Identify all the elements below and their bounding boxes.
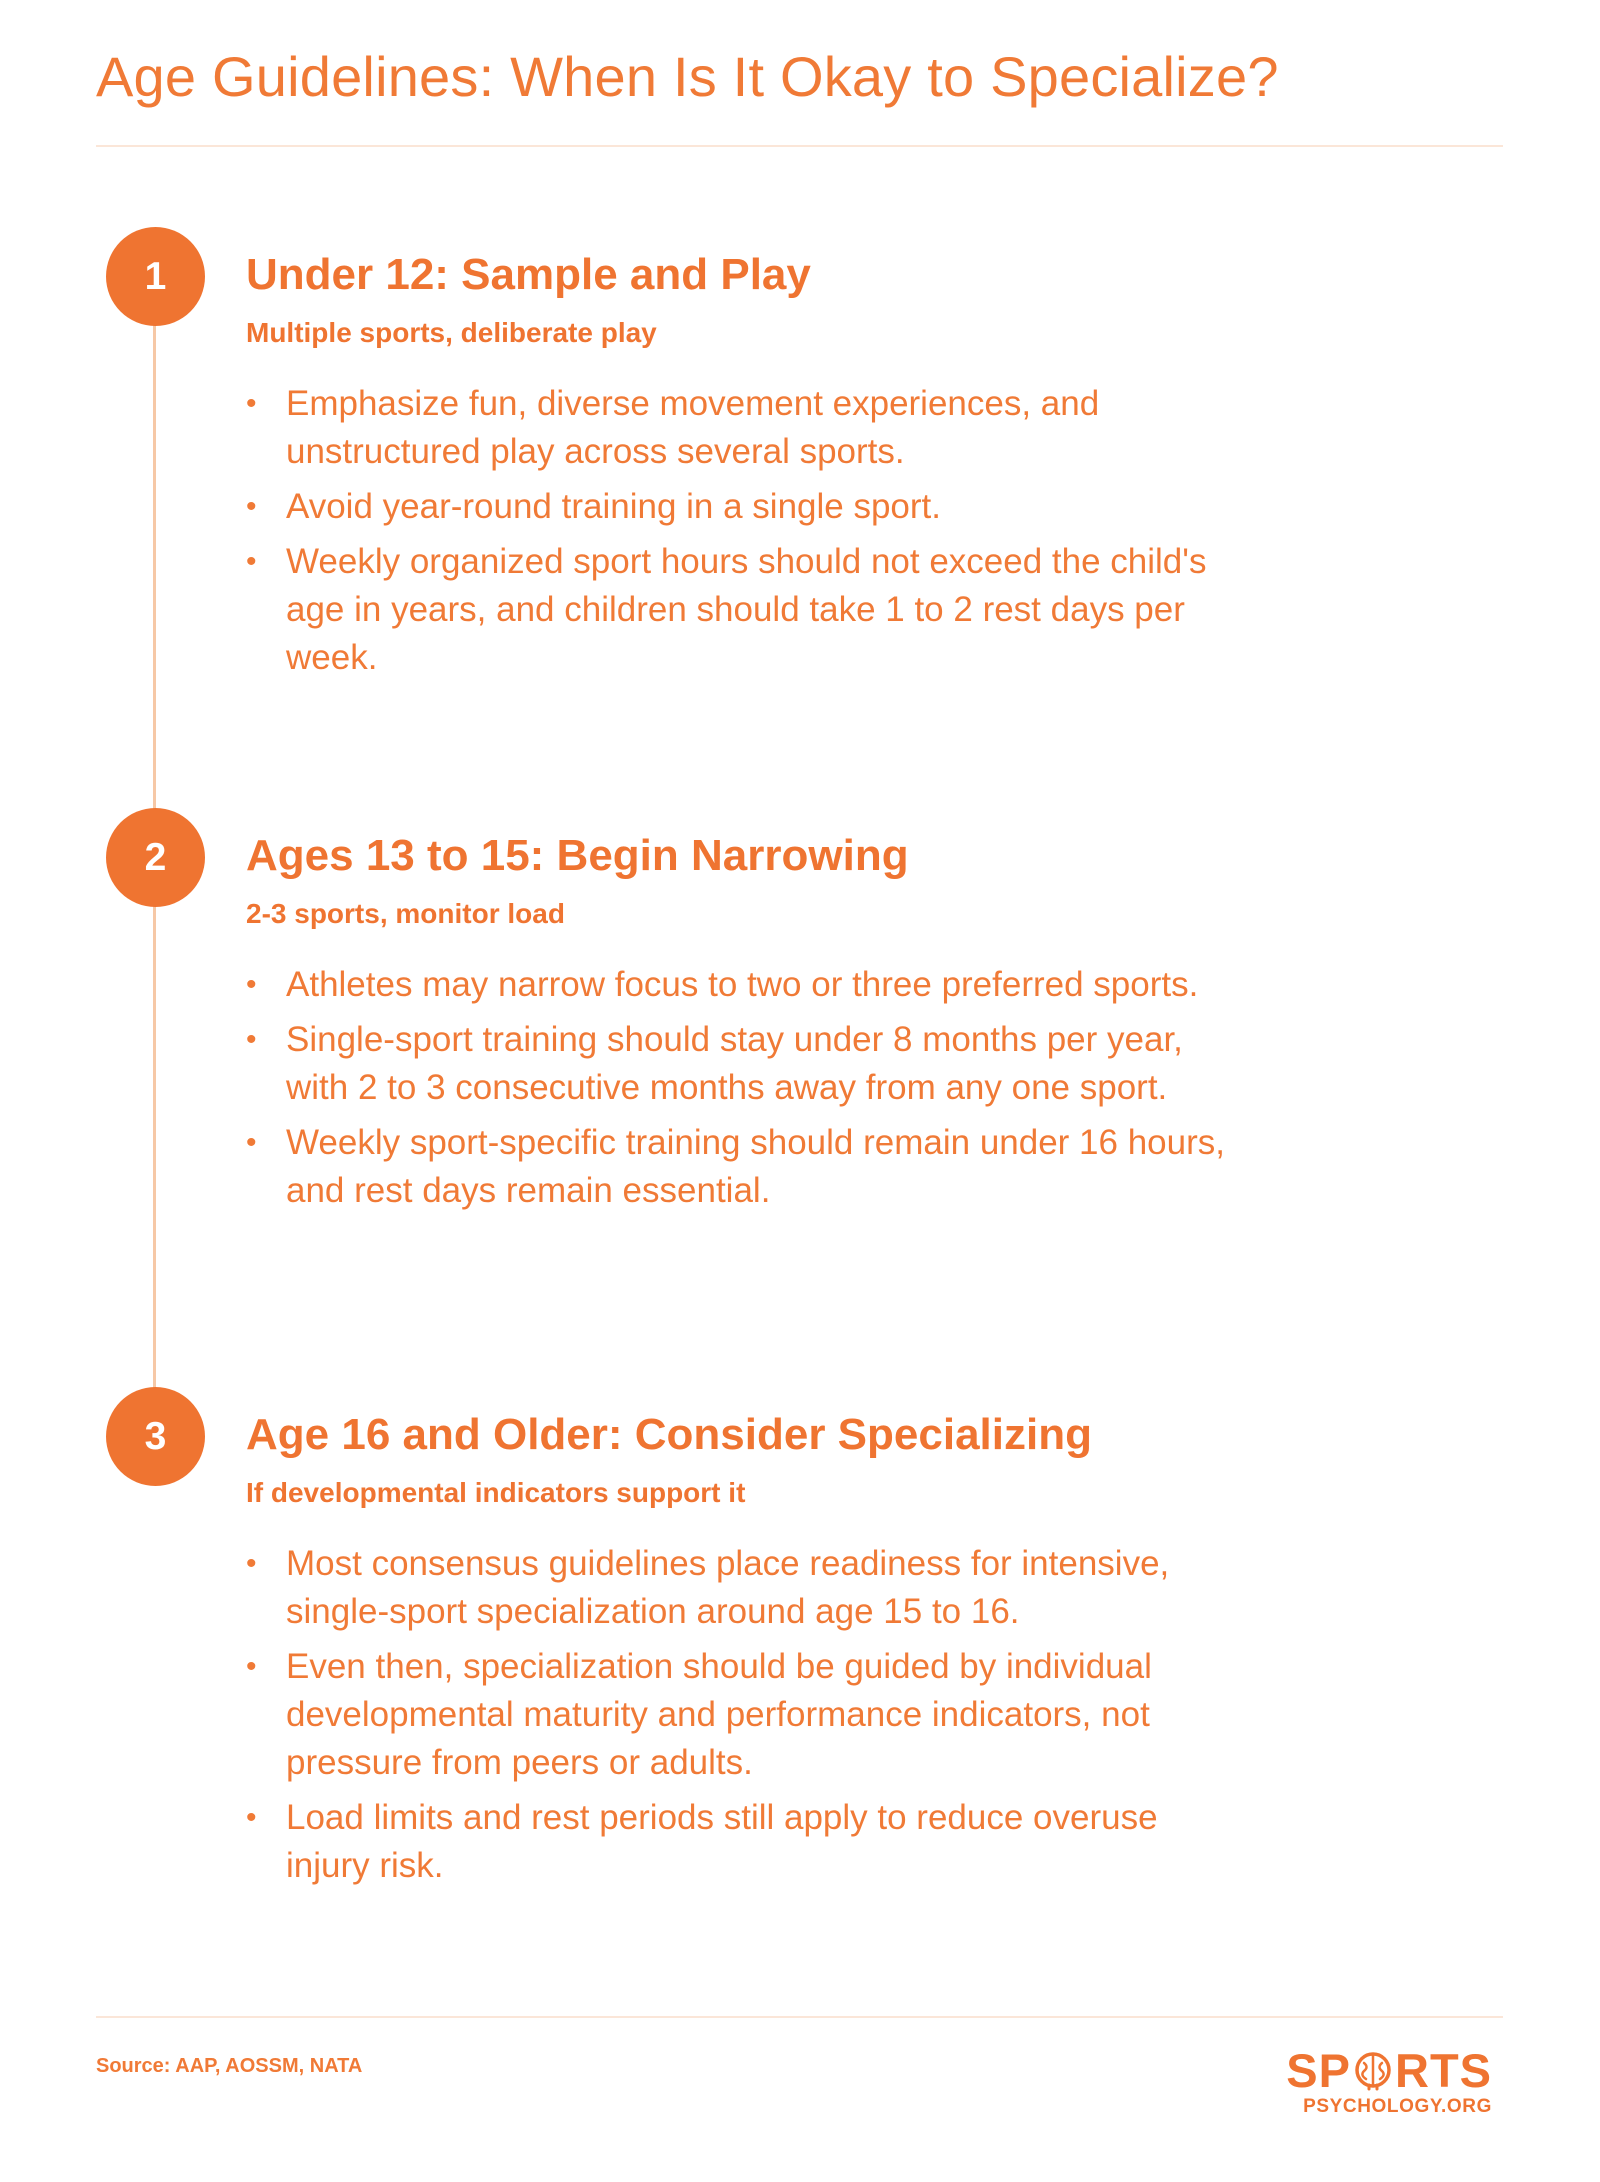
- logo-wordmark: [1286, 2046, 1492, 2096]
- bullet-text: Single-sport training should stay under 8 months per year, with 2 to 3 consecutive months away from any one sport.: [286, 1020, 1183, 1107]
- step-2-bullet-list: [246, 961, 1246, 1222]
- source-note: Source: AAP, AOSSM, NATA: [96, 2055, 363, 2077]
- list-item: [246, 1794, 1246, 1890]
- footer-divider: [96, 2016, 1503, 2018]
- list-item: [246, 1540, 1246, 1636]
- step-1-title: Under 12: Sample and Play: [246, 250, 811, 299]
- header-divider: [96, 145, 1503, 147]
- list-item: [246, 538, 1246, 682]
- list-item: [246, 961, 1246, 1009]
- step-3-title: Age 16 and Older: Consider Specializing: [246, 1410, 1092, 1459]
- bullet-icon: •: [246, 387, 257, 420]
- bullet-icon: •: [246, 1650, 257, 1683]
- step-3-bullet-list: [246, 1540, 1246, 1897]
- bullet-icon: •: [246, 545, 257, 578]
- bullet-icon: •: [246, 968, 257, 1001]
- list-item: [246, 380, 1246, 476]
- step-1-subtitle: Multiple sports, deliberate play: [246, 317, 657, 348]
- logo-tagline: PSYCHOLOGY.ORG: [1303, 2096, 1492, 2117]
- bullet-text: Most consensus guidelines place readiness for intensive, single-sport specialization around age 15 to 16.: [286, 1544, 1170, 1631]
- bullet-icon: •: [246, 1547, 257, 1580]
- page-title: Age Guidelines: When Is It Okay to Specialize?: [96, 45, 1279, 108]
- step-2-number-badge: 2: [106, 808, 205, 907]
- bullet-icon: •: [246, 1801, 257, 1834]
- list-item: [246, 1016, 1246, 1112]
- list-item: [246, 1643, 1246, 1787]
- bullet-text: Weekly organized sport hours should not exceed the child's age in years, and children should take 1 to 2 rest days per week.: [286, 542, 1207, 677]
- bullet-text: Load limits and rest periods still apply to reduce overuse injury risk.: [286, 1798, 1158, 1885]
- brain-icon: [1353, 2051, 1393, 2091]
- step-3-number-badge: 3: [106, 1387, 205, 1486]
- step-2-subtitle: 2-3 sports, monitor load: [246, 898, 565, 929]
- step-3-subtitle: If developmental indicators support it: [246, 1477, 746, 1508]
- bullet-icon: •: [246, 1023, 257, 1056]
- step-1-bullet-list: [246, 380, 1246, 689]
- bullet-text: Weekly sport-specific training should remain under 16 hours, and rest days remain essential.: [286, 1123, 1225, 1210]
- bullet-text: Avoid year-round training in a single sport.: [286, 487, 942, 526]
- bullet-icon: •: [246, 490, 257, 523]
- step-2-title: Ages 13 to 15: Begin Narrowing: [246, 831, 909, 880]
- bullet-text: Even then, specialization should be guided by individual developmental maturity and performance indicators, not pressure from peers or adults.: [286, 1647, 1152, 1782]
- bullet-text: Athletes may narrow focus to two or three preferred sports.: [286, 965, 1199, 1004]
- step-1-number-badge: 1: [106, 227, 205, 326]
- bullet-icon: •: [246, 1126, 257, 1159]
- sportspsychology-logo: [1286, 2046, 1492, 2118]
- logo-text-right: RTS: [1395, 2044, 1492, 2097]
- bullet-text: Emphasize fun, diverse movement experiences, and unstructured play across several sports.: [286, 384, 1100, 471]
- list-item: [246, 1119, 1246, 1215]
- list-item: [246, 483, 1246, 531]
- logo-text-left: SP: [1286, 2044, 1351, 2097]
